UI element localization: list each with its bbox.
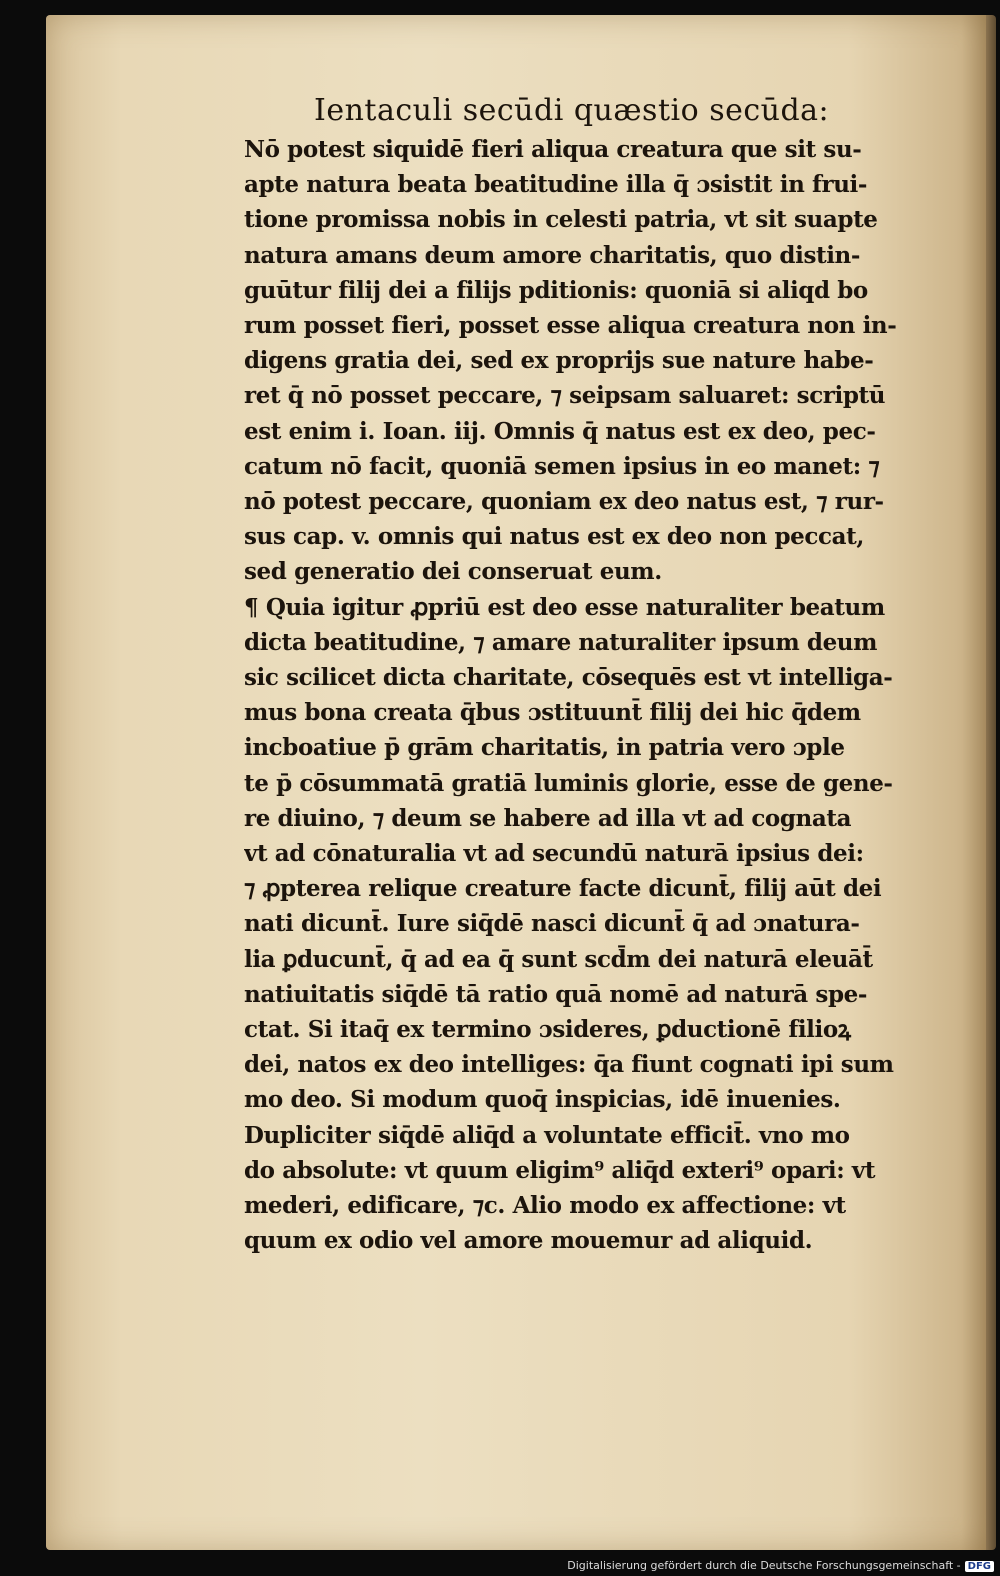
funding-text: Digitalisierung gefördert durch die Deutsche Forschungsgemeinschaft - [567, 1559, 961, 1572]
text-line: incboatiue p̄ grām charitatis, in patria vero ɔple [244, 734, 845, 762]
text-line: mo deo. Si modum quoq̄ inspicias, idē inuenies. [244, 1086, 841, 1114]
text-line: quum ex odio vel amore mouemur ad aliquid. [244, 1227, 813, 1255]
text-line: sus cap. v. omnis qui natus est ex deo non peccat, [244, 523, 864, 551]
text-line: do absolute: vt quum eligim⁹ aliq̄d exteri⁹ opari: vt [244, 1156, 876, 1184]
text-line: vt ad cōnaturalia vt ad secundū naturā ipsius dei: [244, 840, 864, 868]
text-line: ret q̄ nō posset peccare, ⁊ seipsam saluaret: scriptū [244, 382, 886, 410]
page-edge [986, 15, 996, 1550]
text-line: natiuitatis siq̄dē tā ratio quā nomē ad naturā spe- [244, 980, 868, 1008]
text-line: rum posset fieri, posset esse aliqua creatura non in- [244, 312, 897, 340]
text-line: apte natura beata beatitudine illa q̄ ɔsistit in frui- [244, 171, 868, 199]
text-line: nati dicunt̄. Iure siq̄dē nasci dicunt̄ q̄ ad ɔnatura- [244, 910, 860, 938]
text-lines [244, 132, 924, 1259]
text-line: mus bona creata q̄bus ɔstituunt̄ filij dei hic q̄dem [244, 699, 861, 727]
text-line: lia ꝑducunt̄, q̄ ad ea q̄ sunt scd̄m dei naturā eleuāt̄ [244, 945, 873, 973]
page-heading: Ientaculi secūdi quæstio secūda: [314, 93, 830, 128]
text-line: ¶ Quia igitur ꝓpriū est deo esse naturaliter beatum [244, 593, 885, 621]
text-line: natura amans deum amore charitatis, quo distin- [244, 241, 861, 269]
text-line: re diuino, ⁊ deum se habere ad illa vt ad cognata [244, 804, 852, 832]
text-line: Nō potest siquidē fieri aliqua creatura que sit su- [244, 136, 862, 163]
text-line: ctat. Si itaq̄ ex termino ɔsideres, ꝑductionē filioꝝ [244, 1016, 851, 1044]
text-line: tione promissa nobis in celesti patria, vt sit suapte [244, 206, 878, 234]
text-line: Dupliciter siq̄dē aliq̄d a voluntate efficit̄. vno mo [244, 1121, 850, 1149]
text-line: mederi, edificare, ⁊c. Alio modo ex affectione: vt [244, 1192, 846, 1220]
text-line: est enim i. Ioan. iij. Omnis q̄ natus est ex deo, pec- [244, 417, 876, 445]
dfg-logo: DFG [965, 1561, 994, 1572]
text-line: nō potest peccare, quoniam ex deo natus est, ⁊ rur- [244, 488, 884, 516]
text-line: dicta beatitudine, ⁊ amare naturaliter ipsum deum [244, 628, 878, 656]
text-line: sed generatio dei conseruat eum. [244, 558, 662, 586]
text-line: guūtur filij dei a filijs pditionis: quoniā si aliqd bo [244, 276, 868, 304]
text-line: catum nō facit, quoniā semen ipsius in eo manet: ⁊ [244, 452, 880, 480]
text-line: dei, natos ex deo intelliges: q̄a fiunt cognati ipi sum [244, 1051, 894, 1079]
text-line: digens gratia dei, sed ex proprijs sue nature habe- [244, 347, 874, 375]
text-line: ⁊ ꝓpterea relique creature facte dicunt̄, filij aūt dei [244, 875, 882, 903]
text-block [244, 92, 924, 1259]
text-line: te p̄ cōsummatā gratiā luminis glorie, esse de gene- [244, 769, 893, 797]
text-line: sic scilicet dicta charitate, cōsequēs est vt intelliga- [244, 664, 893, 692]
funding-footer [567, 1559, 994, 1572]
